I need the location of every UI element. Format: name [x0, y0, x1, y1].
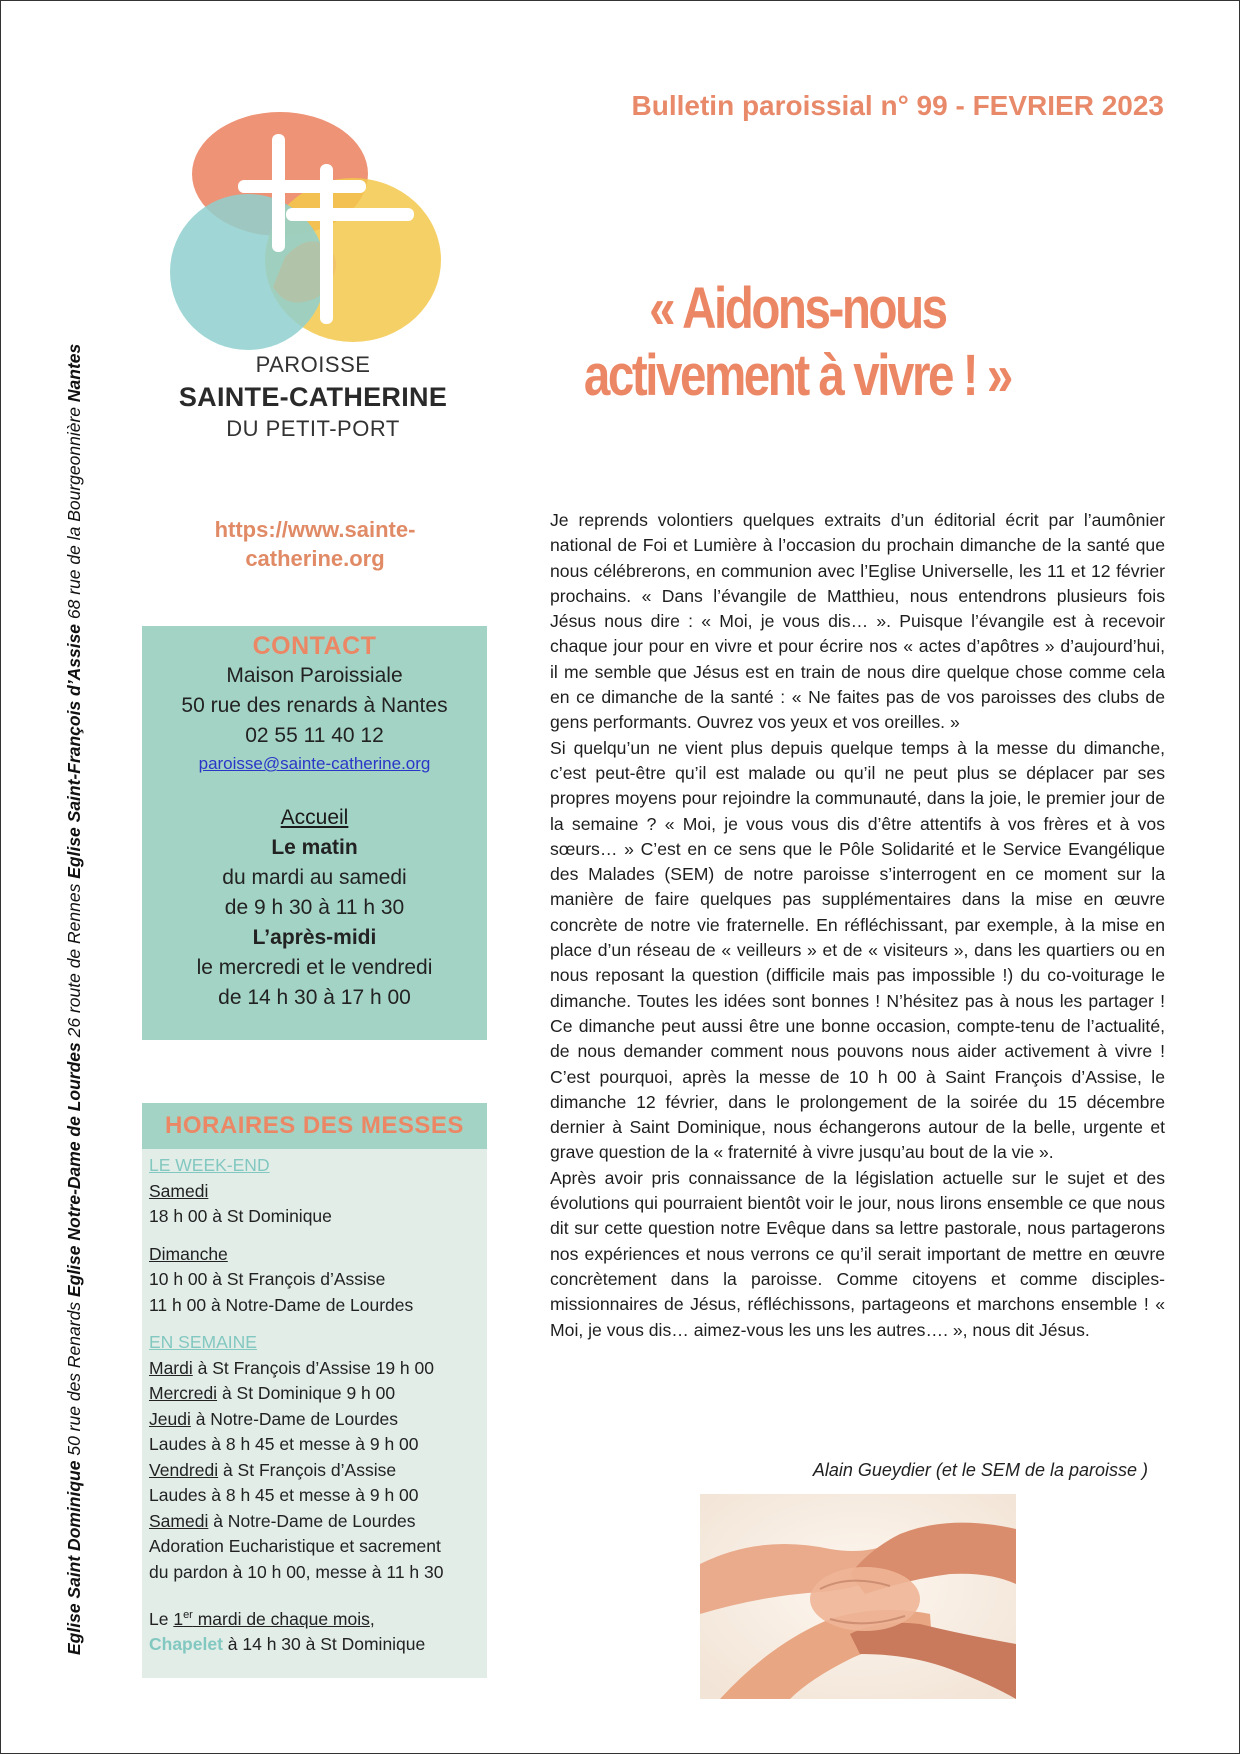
- cross-circles-icon: [168, 112, 458, 352]
- paragraph-2: Si quelqu’un ne vient plus depuis quelque temps à la messe du dimanche, c’est peut-être qu’il est malade ou qu’il ne peut plus se déplacer par ses propres moyens pour rejoindre la communauté, dans la joie, le premier jour de la semaine ? « Moi, je vous vous dis d’être attentifs à vos frères et à vos sœurs… » C’est en ce sens que le Pôle Solidarité et le Service Evangélique des Malades (SEM) de notre paroisse s’interrogent en ce moment sur la manière de faire quelques pas supplémentaires dans la mise en œuvre concrète de notre vie fraternelle. En réfléchissant, par exemple, à la mise en place d’un réseau de « veilleurs » et de « visiteurs », dans les quartiers ou en nous reposant la question (difficile mais pas impossible !) du co-voiturage le dimanche. Toutes les idées sont bonnes ! N’hésitez pas à nous les partager ! Ce dimanche peut aussi être une bonne occasion, compte-tenu de l’actualité, de nous demander comment nous pouvons nous aider activement à vivre ! C’est pourquoi, après la messe de 10 h 00 à Saint François d’Assise, le dimanche 12 février, dans le prolongement de la soirée du 15 décembre dernier à Saint Dominique, nous échangerons autour de la belle, urgente et grave question de la « fraternité à vivre jusqu’au bout de la vie ».: [550, 737, 1165, 1163]
- saturday-week-detail-1: Adoration Eucharistique et sacrement: [149, 1536, 441, 1556]
- paragraph-1: Je reprends volontiers quelques extraits d’un éditorial écrit par l’aumônier national de Foi et Lumière à l’occasion du prochain dimanche de la santé que nous célébrerons, en communion avec l’Eglise Universelle, les 11 et 12 février prochains. « Dans l’évangile de Matthieu, nous entendrons plusieurs fois Jésus nous dire : « Moi, je vous dis… ». Puisque l’évangile est à recevoir chaque jour pour en vivre et pour écrire nos « actes d’apôtres » d’aujourd’hui, il me semble que Jésus est en train de nous dire quelque chose comme cela en ce dimanche de la santé : « Ne faites pas de vos paroisses des clubs de gens performants. Ouvrez vos yeux et vos oreilles. »: [550, 510, 1165, 733]
- wednesday-mass: Mercredi à St Dominique 9 h 00: [149, 1383, 396, 1403]
- website-link[interactable]: https://www.sainte- catherine.org: [214, 517, 416, 571]
- paragraph-3: Après avoir pris connaissance de la législation actuelle sur le sujet et des évolutions qui pourraient bientôt voir le jour, nous lirons ensemble ce que nous dit sur cette question notre Evêque dans sa lettre pastorale, nous partagerons nos expériences et nous verrons ce qu’il serait important de mettre en œuvre concrètement dans la paroisse. Comme citoyens et comme disciples-missionnaires de Jésus, réfléchissons, partageons et marchons ensemble ! « Moi, je vous dis… aimez-vous les uns les autres…. », nous dit Jésus.: [550, 1167, 1165, 1340]
- editorial-text: [550, 508, 1165, 1343]
- contact-phone[interactable]: 02 55 11 40 12: [245, 724, 384, 747]
- saturday-mass: 18 h 00 à St Dominique: [149, 1206, 332, 1226]
- morning-title: Le matin: [271, 836, 358, 859]
- mass-schedule-title: HORAIRES DES MESSES: [142, 1103, 487, 1149]
- friday-mass: Vendredi à St François d’Assise: [149, 1459, 397, 1480]
- joined-hands-photo: [700, 1494, 1016, 1699]
- weekend-label: LE WEEK-END: [149, 1155, 270, 1175]
- sunday-mass-1: 10 h 00 à St François d’Assise: [149, 1269, 386, 1289]
- accueil-heading: Accueil: [280, 806, 349, 829]
- headline: « Aidons-nous activement à vivre ! »: [583, 276, 1011, 408]
- contact-house: Maison Paroissiale: [226, 664, 403, 687]
- rosary-time: Chapelet à 14 h 30 à St Dominique: [149, 1634, 426, 1655]
- logo-line-place: DU PETIT-PORT: [226, 416, 400, 441]
- morning-days: du mardi au samedi: [222, 866, 407, 889]
- contact-title: CONTACT: [252, 632, 377, 660]
- afternoon-days: le mercredi et le vendredi: [196, 956, 433, 979]
- afternoon-title: L’après-midi: [252, 926, 377, 949]
- friday-detail: Laudes à 8 h 45 et messe à 9 h 00: [149, 1485, 419, 1505]
- signature: Alain Gueydier (et le SEM de la paroisse ): [812, 1460, 1148, 1480]
- sunday-label: Dimanche: [149, 1243, 228, 1264]
- mass-schedule-box: [142, 1103, 487, 1678]
- bulletin-title: Bulletin paroissial n° 99 - FEVRIER 2023: [631, 90, 1164, 121]
- contact-box: [142, 626, 487, 1040]
- saturday-week-mass: Samedi à Notre-Dame de Lourdes: [149, 1510, 416, 1531]
- tuesday-mass: Mardi à St François d’Assise 19 h 00: [149, 1357, 434, 1378]
- logo-line-name: SAINTE-CATHERINE: [178, 382, 448, 412]
- morning-hours: de 9 h 30 à 11 h 30: [224, 896, 405, 919]
- week-label: EN SEMAINE: [149, 1332, 257, 1352]
- monthly-rosary: Le 1er mardi de chaque mois,: [149, 1608, 375, 1629]
- parish-logo: [168, 112, 458, 442]
- afternoon-hours: de 14 h 30 à 17 h 00: [218, 986, 411, 1009]
- contact-email-link[interactable]: paroisse@sainte-catherine.org: [198, 754, 431, 773]
- thursday-detail: Laudes à 8 h 45 et messe à 9 h 00: [149, 1434, 419, 1454]
- contact-address: 50 rue des renards à Nantes: [181, 694, 448, 717]
- saturday-week-detail-2: du pardon à 10 h 00, messe à 11 h 30: [149, 1561, 444, 1582]
- thursday-mass: Jeudi à Notre-Dame de Lourdes: [149, 1408, 399, 1429]
- church-addresses-vertical: Eglise Saint Dominique 50 rue des Renards Eglise Notre-Dame de Lourdes 26 route de Rennes Eglise Saint-François d’Assise 68 rue de la Bourgeonnière Nantes: [64, 343, 84, 1655]
- saturday-label: Samedi: [149, 1180, 209, 1201]
- logo-line-paroisse: PAROISSE: [255, 352, 371, 377]
- sunday-mass-2: 11 h 00 à Notre-Dame de Lourdes: [149, 1294, 414, 1315]
